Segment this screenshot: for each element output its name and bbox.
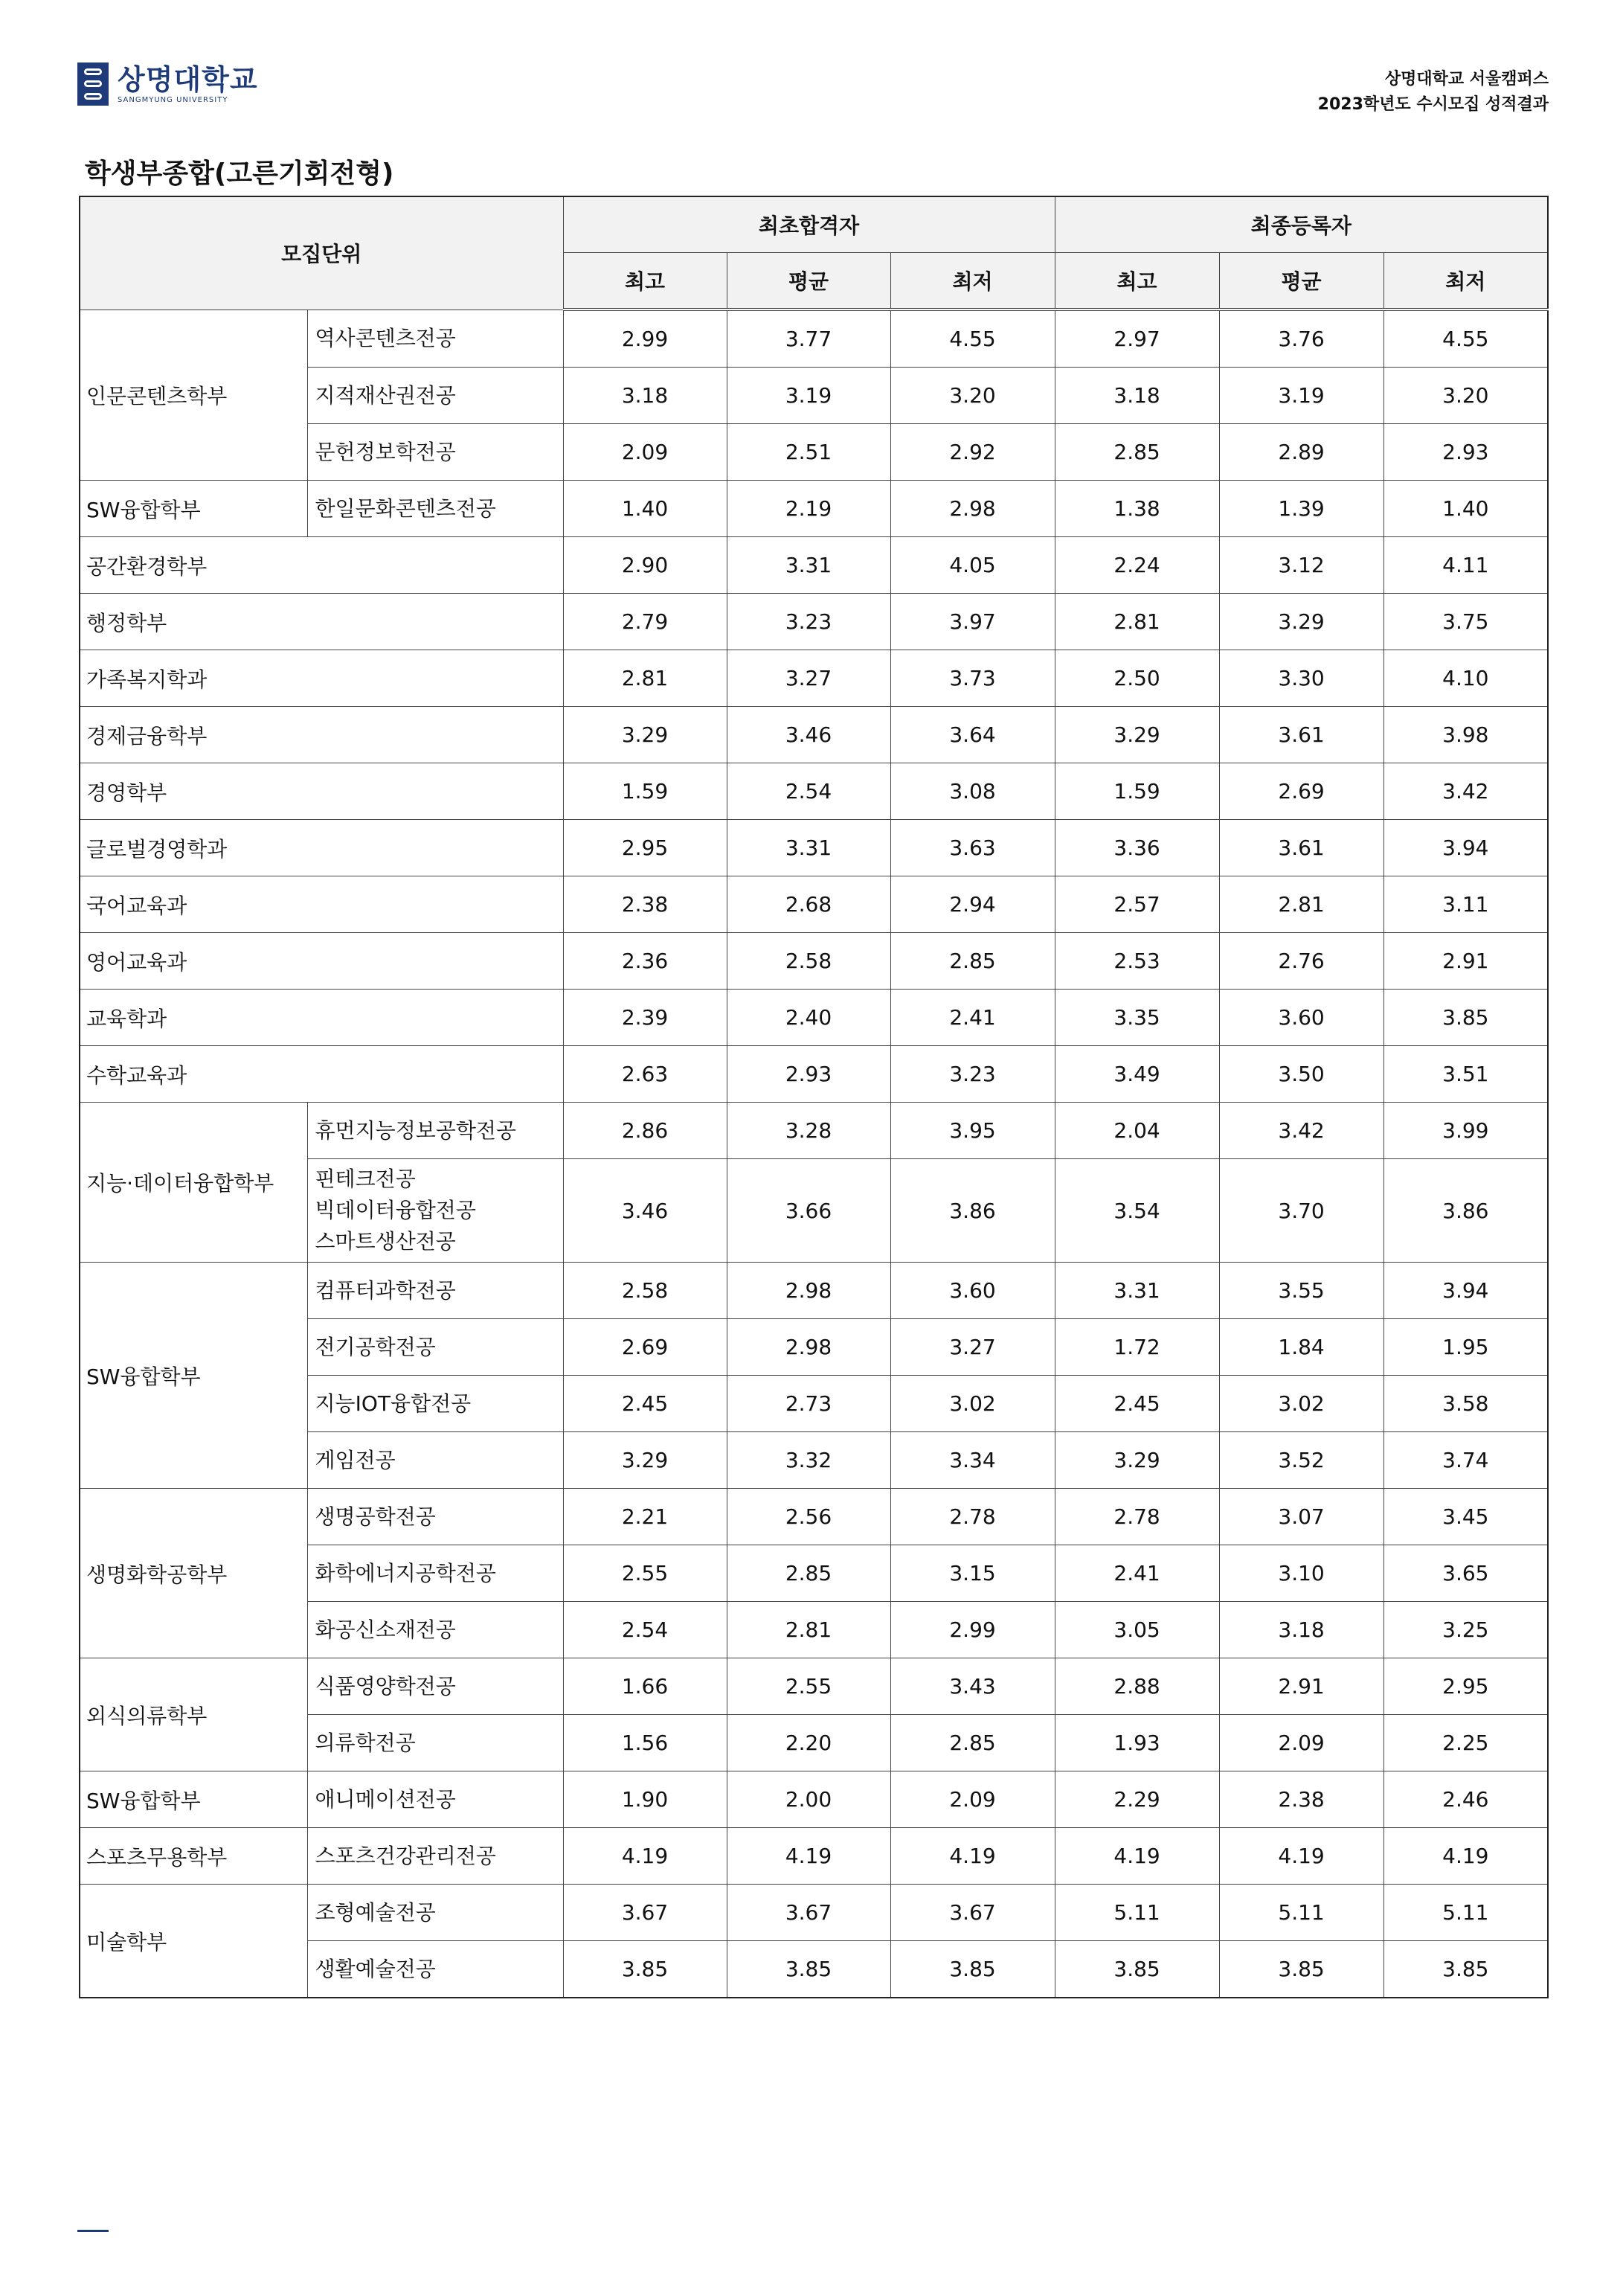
subheader-first-min: 최저 <box>890 253 1055 310</box>
cell-unit: 교육학과 <box>80 990 563 1046</box>
cell-value: 2.56 <box>727 1489 890 1545</box>
cell-value: 2.58 <box>563 1263 727 1319</box>
cell-value: 3.75 <box>1383 594 1548 650</box>
table-row <box>80 1263 1548 1319</box>
cell-value: 3.58 <box>1383 1376 1548 1432</box>
cell-value: 4.10 <box>1383 650 1548 707</box>
cell-value: 2.73 <box>727 1376 890 1432</box>
subheader-final-min: 최저 <box>1383 253 1548 310</box>
cell-value: 2.98 <box>890 481 1055 537</box>
cell-value: 2.78 <box>1055 1489 1219 1545</box>
subheader-final-avg: 평균 <box>1219 253 1383 310</box>
cell-value: 3.85 <box>1383 990 1548 1046</box>
cell-value: 2.09 <box>563 424 727 481</box>
cell-value: 2.20 <box>727 1715 890 1771</box>
cell-value: 3.19 <box>727 368 890 424</box>
cell-value: 3.15 <box>890 1545 1055 1602</box>
cell-value: 2.19 <box>727 481 890 537</box>
cell-value: 2.85 <box>727 1545 890 1602</box>
table-row <box>80 1658 1548 1715</box>
cell-value: 2.95 <box>563 820 727 876</box>
cell-value: 3.46 <box>563 1159 727 1263</box>
table-row <box>80 594 1548 650</box>
cell-value: 3.31 <box>1055 1263 1219 1319</box>
cell-value: 4.19 <box>890 1828 1055 1885</box>
cell-value: 3.32 <box>727 1432 890 1489</box>
cell-value: 2.29 <box>1055 1771 1219 1828</box>
cell-value: 3.85 <box>1383 1941 1548 1998</box>
cell-major: 휴먼지능정보공학전공 <box>307 1103 563 1159</box>
cell-value: 2.92 <box>890 424 1055 481</box>
cell-major: 전기공학전공 <box>307 1319 563 1376</box>
cell-value: 3.94 <box>1383 1263 1548 1319</box>
cell-value: 3.30 <box>1219 650 1383 707</box>
cell-major: 역사콘텐츠전공 <box>307 310 563 368</box>
cell-value: 3.52 <box>1219 1432 1383 1489</box>
cell-value: 3.35 <box>1055 990 1219 1046</box>
cell-value: 1.40 <box>563 481 727 537</box>
cell-unit: 행정학부 <box>80 594 563 650</box>
university-emblem-icon <box>77 62 109 106</box>
cell-value: 5.11 <box>1055 1885 1219 1941</box>
cell-value: 2.86 <box>563 1103 727 1159</box>
cell-value: 2.68 <box>727 876 890 933</box>
cell-value: 2.99 <box>563 310 727 368</box>
cell-value: 2.85 <box>1055 424 1219 481</box>
cell-value: 2.54 <box>563 1602 727 1658</box>
cell-value: 2.91 <box>1383 933 1548 990</box>
cell-value: 3.18 <box>1055 368 1219 424</box>
cell-unit: 생명화학공학부 <box>80 1489 307 1658</box>
cell-value: 3.18 <box>563 368 727 424</box>
cell-value: 3.54 <box>1055 1159 1219 1263</box>
subheader-first-avg: 평균 <box>727 253 890 310</box>
cell-value: 3.29 <box>1055 1432 1219 1489</box>
cell-value: 3.73 <box>890 650 1055 707</box>
cell-major: 지능IOT융합전공 <box>307 1376 563 1432</box>
cell-value: 3.85 <box>1219 1941 1383 1998</box>
cell-value: 4.55 <box>1383 310 1548 368</box>
cell-value: 2.51 <box>727 424 890 481</box>
cell-major: 핀테크전공 빅데이터융합전공 스마트생산전공 <box>307 1159 563 1263</box>
table-row <box>80 1771 1548 1828</box>
cell-value: 1.59 <box>563 763 727 820</box>
cell-value: 2.41 <box>890 990 1055 1046</box>
cell-value: 2.50 <box>1055 650 1219 707</box>
cell-value: 2.95 <box>1383 1658 1548 1715</box>
cell-value: 3.74 <box>1383 1432 1548 1489</box>
cell-major: 지적재산권전공 <box>307 368 563 424</box>
cell-value: 2.57 <box>1055 876 1219 933</box>
cell-value: 3.29 <box>563 1432 727 1489</box>
table-body <box>80 310 1548 1998</box>
cell-value: 1.66 <box>563 1658 727 1715</box>
cell-value: 4.19 <box>563 1828 727 1885</box>
cell-value: 3.95 <box>890 1103 1055 1159</box>
cell-value: 3.86 <box>890 1159 1055 1263</box>
cell-unit: 지능·데이터융합학부 <box>80 1103 307 1263</box>
cell-value: 3.61 <box>1219 820 1383 876</box>
cell-value: 4.19 <box>727 1828 890 1885</box>
cell-value: 2.40 <box>727 990 890 1046</box>
cell-major: 화공신소재전공 <box>307 1602 563 1658</box>
cell-value: 3.29 <box>563 707 727 763</box>
table-row <box>80 933 1548 990</box>
cell-value: 2.63 <box>563 1046 727 1103</box>
cell-major: 스포츠건강관리전공 <box>307 1828 563 1885</box>
cell-value: 3.23 <box>727 594 890 650</box>
subheader-final-max: 최고 <box>1055 253 1219 310</box>
cell-value: 1.56 <box>563 1715 727 1771</box>
cell-major: 애니메이션전공 <box>307 1771 563 1828</box>
cell-value: 3.18 <box>1219 1602 1383 1658</box>
cell-value: 3.34 <box>890 1432 1055 1489</box>
table-row <box>80 1046 1548 1103</box>
section-title: 학생부종합(고른기회전형) <box>85 158 394 189</box>
cell-value: 3.02 <box>890 1376 1055 1432</box>
cell-value: 3.02 <box>1219 1376 1383 1432</box>
cell-value: 2.89 <box>1219 424 1383 481</box>
cell-value: 3.29 <box>1219 594 1383 650</box>
cell-value: 3.05 <box>1055 1602 1219 1658</box>
cell-value: 1.95 <box>1383 1319 1548 1376</box>
cell-value: 2.94 <box>890 876 1055 933</box>
cell-value: 3.67 <box>727 1885 890 1941</box>
cell-value: 2.21 <box>563 1489 727 1545</box>
cell-major: 한일문화콘텐츠전공 <box>307 481 563 537</box>
cell-value: 3.60 <box>1219 990 1383 1046</box>
cell-value: 3.76 <box>1219 310 1383 368</box>
header-first-admitted: 최초합격자 <box>563 196 1055 253</box>
cell-value: 3.27 <box>727 650 890 707</box>
cell-major: 의류학전공 <box>307 1715 563 1771</box>
cell-value: 1.84 <box>1219 1319 1383 1376</box>
cell-unit: SW융합학부 <box>80 1771 307 1828</box>
table-row <box>80 1103 1548 1159</box>
cell-value: 3.66 <box>727 1159 890 1263</box>
cell-value: 3.31 <box>727 820 890 876</box>
table-row <box>80 1828 1548 1885</box>
cell-value: 2.81 <box>563 650 727 707</box>
cell-major: 조형예술전공 <box>307 1885 563 1941</box>
cell-value: 3.42 <box>1383 763 1548 820</box>
cell-value: 2.78 <box>890 1489 1055 1545</box>
cell-value: 3.08 <box>890 763 1055 820</box>
university-logo <box>77 62 258 106</box>
cell-unit: SW융합학부 <box>80 1263 307 1489</box>
cell-value: 3.85 <box>563 1941 727 1998</box>
cell-value: 3.86 <box>1383 1159 1548 1263</box>
cell-value: 3.65 <box>1383 1545 1548 1602</box>
page-header <box>1318 67 1549 118</box>
table-row <box>80 650 1548 707</box>
cell-value: 2.00 <box>727 1771 890 1828</box>
cell-value: 3.31 <box>727 537 890 594</box>
cell-unit: 글로벌경영학과 <box>80 820 563 876</box>
cell-value: 4.05 <box>890 537 1055 594</box>
header-admission-title: 2023학년도 수시모집 성적결과 <box>1317 95 1549 114</box>
cell-value: 4.19 <box>1219 1828 1383 1885</box>
cell-value: 2.04 <box>1055 1103 1219 1159</box>
cell-value: 2.81 <box>1219 876 1383 933</box>
cell-value: 4.19 <box>1055 1828 1219 1885</box>
header-unit: 모집단위 <box>80 196 563 310</box>
cell-value: 4.55 <box>890 310 1055 368</box>
cell-value: 3.49 <box>1055 1046 1219 1103</box>
cell-value: 3.85 <box>1055 1941 1219 1998</box>
cell-value: 3.42 <box>1219 1103 1383 1159</box>
cell-unit: 영어교육과 <box>80 933 563 990</box>
cell-major: 화학에너지공학전공 <box>307 1545 563 1602</box>
cell-value: 5.11 <box>1383 1885 1548 1941</box>
header-campus: 상명대학교 서울캠퍼스 <box>1384 70 1549 89</box>
cell-value: 2.88 <box>1055 1658 1219 1715</box>
cell-value: 2.91 <box>1219 1658 1383 1715</box>
cell-value: 3.99 <box>1383 1103 1548 1159</box>
cell-value: 3.10 <box>1219 1545 1383 1602</box>
cell-unit: 외식의류학부 <box>80 1658 307 1771</box>
cell-major: 문헌정보학전공 <box>307 424 563 481</box>
cell-value: 2.38 <box>563 876 727 933</box>
cell-value: 2.81 <box>1055 594 1219 650</box>
logo-korean-name: 상명대학교 <box>118 62 258 96</box>
cell-unit: 국어교육과 <box>80 876 563 933</box>
cell-value: 1.93 <box>1055 1715 1219 1771</box>
cell-value: 3.11 <box>1383 876 1548 933</box>
cell-value: 3.60 <box>890 1263 1055 1319</box>
subheader-first-max: 최고 <box>563 253 727 310</box>
cell-value: 3.28 <box>727 1103 890 1159</box>
cell-unit: 경영학부 <box>80 763 563 820</box>
cell-major: 식품영양학전공 <box>307 1658 563 1715</box>
cell-unit: 인문콘텐츠학부 <box>80 310 307 481</box>
cell-unit: 공간환경학부 <box>80 537 563 594</box>
cell-value: 2.09 <box>1219 1715 1383 1771</box>
cell-value: 2.85 <box>890 1715 1055 1771</box>
table-row <box>80 763 1548 820</box>
cell-value: 2.45 <box>1055 1376 1219 1432</box>
table-row <box>80 707 1548 763</box>
cell-value: 2.76 <box>1219 933 1383 990</box>
cell-value: 2.93 <box>1383 424 1548 481</box>
cell-major: 게임전공 <box>307 1432 563 1489</box>
table-row <box>80 537 1548 594</box>
cell-value: 2.46 <box>1383 1771 1548 1828</box>
cell-value: 1.38 <box>1055 481 1219 537</box>
cell-value: 3.85 <box>727 1941 890 1998</box>
cell-value: 1.39 <box>1219 481 1383 537</box>
cell-value: 3.23 <box>890 1046 1055 1103</box>
cell-unit: 가족복지학과 <box>80 650 563 707</box>
header-final-registered: 최종등록자 <box>1055 196 1548 253</box>
cell-value: 3.36 <box>1055 820 1219 876</box>
cell-value: 3.55 <box>1219 1263 1383 1319</box>
cell-unit: SW융합학부 <box>80 481 307 537</box>
cell-value: 2.69 <box>1219 763 1383 820</box>
cell-value: 5.11 <box>1219 1885 1383 1941</box>
grade-results-table <box>79 196 1549 1998</box>
cell-unit: 경제금융학부 <box>80 707 563 763</box>
cell-unit: 수학교육과 <box>80 1046 563 1103</box>
cell-value: 1.72 <box>1055 1319 1219 1376</box>
cell-value: 2.09 <box>890 1771 1055 1828</box>
cell-major: 컴퓨터과학전공 <box>307 1263 563 1319</box>
table-row <box>80 876 1548 933</box>
cell-value: 2.93 <box>727 1046 890 1103</box>
table-row <box>80 310 1548 368</box>
cell-value: 3.85 <box>890 1941 1055 1998</box>
table-row <box>80 820 1548 876</box>
cell-value: 3.19 <box>1219 368 1383 424</box>
cell-value: 3.12 <box>1219 537 1383 594</box>
cell-value: 3.61 <box>1219 707 1383 763</box>
cell-value: 3.64 <box>890 707 1055 763</box>
cell-value: 2.69 <box>563 1319 727 1376</box>
table-row <box>80 1489 1548 1545</box>
cell-value: 2.97 <box>1055 310 1219 368</box>
cell-value: 2.58 <box>727 933 890 990</box>
cell-unit: 스포츠무용학부 <box>80 1828 307 1885</box>
cell-value: 3.94 <box>1383 820 1548 876</box>
logo-english-name: SANGMYUNG UNIVERSITY <box>118 95 228 104</box>
cell-value: 4.11 <box>1383 537 1548 594</box>
cell-value: 3.07 <box>1219 1489 1383 1545</box>
cell-major: 생명공학전공 <box>307 1489 563 1545</box>
cell-value: 3.77 <box>727 310 890 368</box>
cell-value: 2.55 <box>563 1545 727 1602</box>
cell-value: 3.51 <box>1383 1046 1548 1103</box>
cell-value: 3.97 <box>890 594 1055 650</box>
table-row <box>80 1885 1548 1941</box>
cell-value: 2.36 <box>563 933 727 990</box>
cell-value: 2.53 <box>1055 933 1219 990</box>
footer-divider <box>77 2230 109 2232</box>
cell-value: 3.29 <box>1055 707 1219 763</box>
cell-value: 2.90 <box>563 537 727 594</box>
cell-value: 2.81 <box>727 1602 890 1658</box>
cell-value: 3.20 <box>890 368 1055 424</box>
cell-value: 3.43 <box>890 1658 1055 1715</box>
cell-value: 3.63 <box>890 820 1055 876</box>
cell-value: 2.98 <box>727 1263 890 1319</box>
cell-value: 2.38 <box>1219 1771 1383 1828</box>
cell-value: 3.46 <box>727 707 890 763</box>
cell-value: 2.55 <box>727 1658 890 1715</box>
cell-value: 2.54 <box>727 763 890 820</box>
cell-value: 2.85 <box>890 933 1055 990</box>
cell-unit: 미술학부 <box>80 1885 307 1998</box>
cell-value: 1.90 <box>563 1771 727 1828</box>
cell-value: 2.45 <box>563 1376 727 1432</box>
cell-value: 3.98 <box>1383 707 1548 763</box>
cell-value: 3.50 <box>1219 1046 1383 1103</box>
cell-value: 2.99 <box>890 1602 1055 1658</box>
cell-value: 1.59 <box>1055 763 1219 820</box>
cell-value: 2.41 <box>1055 1545 1219 1602</box>
cell-value: 2.39 <box>563 990 727 1046</box>
cell-value: 3.70 <box>1219 1159 1383 1263</box>
cell-value: 2.79 <box>563 594 727 650</box>
cell-value: 4.19 <box>1383 1828 1548 1885</box>
cell-value: 2.25 <box>1383 1715 1548 1771</box>
cell-value: 3.20 <box>1383 368 1548 424</box>
cell-value: 3.25 <box>1383 1602 1548 1658</box>
cell-value: 2.98 <box>727 1319 890 1376</box>
cell-value: 3.45 <box>1383 1489 1548 1545</box>
cell-value: 3.67 <box>563 1885 727 1941</box>
cell-value: 1.40 <box>1383 481 1548 537</box>
cell-value: 2.24 <box>1055 537 1219 594</box>
cell-value: 3.67 <box>890 1885 1055 1941</box>
cell-value: 3.27 <box>890 1319 1055 1376</box>
table-row <box>80 481 1548 537</box>
cell-major: 생활예술전공 <box>307 1941 563 1998</box>
table-row <box>80 990 1548 1046</box>
